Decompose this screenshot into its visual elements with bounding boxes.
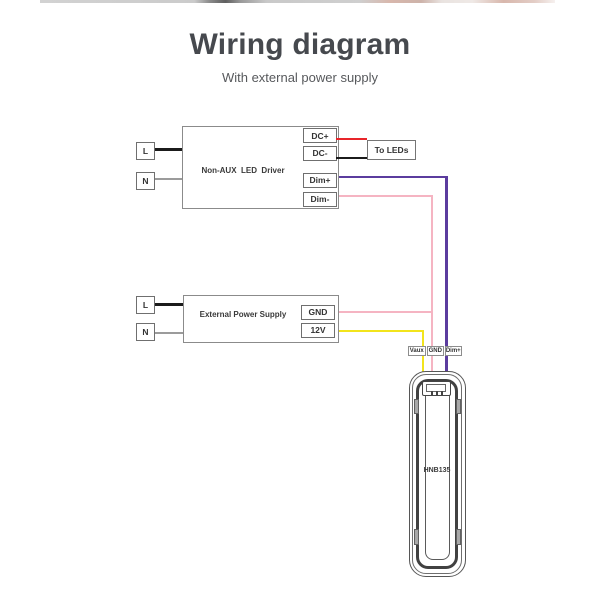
previous-image-edge: [40, 0, 555, 3]
driver-terminal-n: N: [136, 172, 155, 190]
dim-minus-wire-horizontal: [336, 195, 433, 198]
dc-plus-wire: [336, 138, 367, 141]
power-supply-label: External Power Supply: [199, 309, 287, 319]
connector-pin-3: [441, 391, 444, 395]
controller-connector: [422, 381, 451, 397]
page-title: Wiring diagram: [189, 28, 411, 61]
controller-clip-bottom-left: [414, 529, 419, 545]
driver-terminal-dim-plus: Dim+: [303, 173, 337, 189]
driver-neutral-wire: [153, 178, 184, 180]
psu-live-wire: [153, 303, 185, 306]
to-leds-box: To LEDs: [367, 140, 416, 160]
controller-clip-top-left: [414, 399, 419, 414]
led-driver-label: Non-AUX LED Driver: [201, 165, 285, 175]
controller-clip-bottom-right: [456, 529, 461, 545]
driver-terminal-l: L: [136, 142, 155, 160]
driver-live-wire: [153, 148, 184, 151]
dim-plus-wire-horizontal: [336, 176, 448, 179]
driver-terminal-dim-minus: Dim-: [303, 192, 337, 208]
controller-pin-gnd: GND: [428, 347, 442, 354]
psu-terminal-12v: 12V: [301, 323, 335, 338]
gnd-wire-horizontal: [336, 311, 433, 314]
psu-terminal-l: L: [136, 296, 155, 314]
driver-terminal-dc-minus: DC-: [303, 146, 337, 161]
controller-pin-dim-plus: Dim+: [445, 347, 461, 354]
connector-pin-1: [431, 391, 434, 395]
12v-wire-horizontal: [336, 330, 424, 333]
driver-terminal-dc-plus: DC+: [303, 128, 337, 143]
page-subtitle: With external power supply: [221, 70, 379, 85]
controller-pin-vaux: Vaux: [408, 346, 427, 356]
psu-neutral-wire: [153, 332, 185, 334]
psu-terminal-gnd: GND: [301, 305, 335, 320]
controller-device: [409, 371, 466, 577]
psu-terminal-n: N: [136, 323, 155, 341]
connector-pin-2: [436, 391, 439, 395]
controller-model-label: HNB135: [423, 467, 451, 474]
dc-minus-wire: [336, 157, 367, 160]
controller-clip-top-right: [456, 399, 461, 414]
